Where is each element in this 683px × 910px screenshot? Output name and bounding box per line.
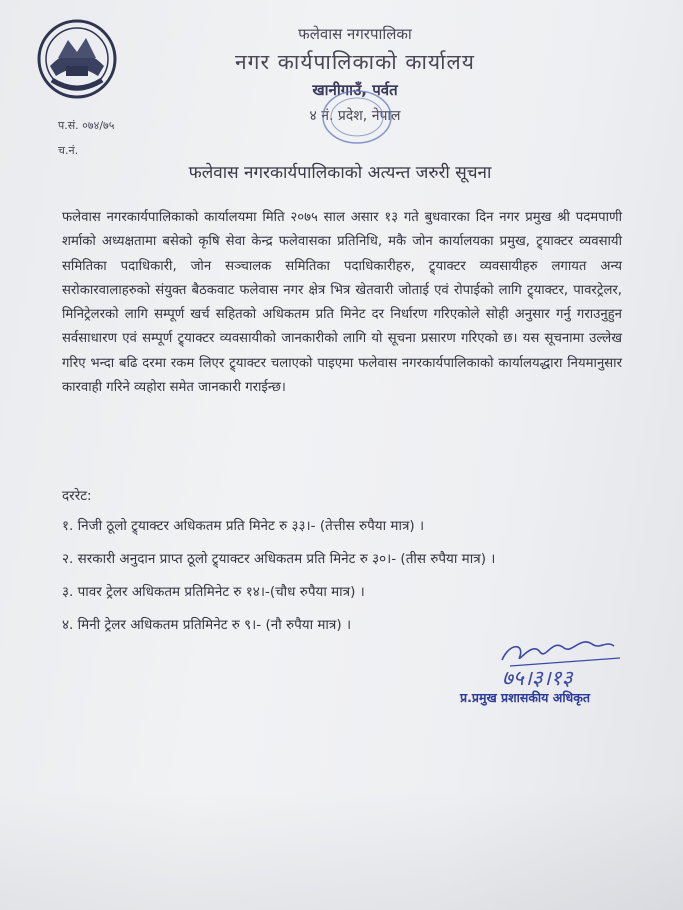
municipality-emblem (36, 18, 118, 100)
rate-item: ४. मिनी ट्रेलर अधिकतम प्रतिमिनेट रु ९।- (नौ रुपैया मात्र) । (62, 617, 352, 633)
office-province: ४ नं. प्रदेश, नेपाल (309, 108, 401, 124)
signatory-title: प्र.प्रमुख प्रशासकीय अधिकृत (460, 690, 590, 705)
municipality-name: फलेवास नगरपालिका (298, 25, 412, 43)
dispatch-number: च.नं. (58, 144, 79, 157)
notice-body: फलेवास नगरकार्यपालिकाको कार्यालयमा मिति २०७५ साल असार १३ गते बुधवारका दिन नगर प्रमुख श्री पदमपाणी शर्माको अध्यक्षतामा बसेको कृषि सेवा केन्द्र फलेवासका प्रतिनिधि, मकै जोन कार्यालयका प्रमुख, ट्र्याक्टर व्यवसायी समितिका पदाधिकारी, जोन सञ्चालक समितिका पदाधिकारीहरु, ट्र्याक्टर व्यवसायीहरु लगायत अन्य सरोकारवालाहरुको संयुक्त बैठकवाट फलेवास नगर क्षेत्र भित्र खेतवारी जोताई एवं रोपाईको लागि ट्र्याक्टर, पावरट्रेलर, मिनिट्रेलरको लागि सम्पूर्ण खर्च सहितको अधिकतम प्रति मिनेट दर निर्धारण गरिएकोले सोही अनुसार गर्नु गराउनुहुन सर्वसाधारण एवं सम्पूर्ण ट्र्याक्टर व्यवसायीको जानकारीको लागि यो सूचना प्रसारण गरिएको छ। यस सूचनामा उल्लेख गरिए भन्दा बढि दरमा रकम लिएर ट्र्याक्टर चलाएको पाइएमा फलेवास नगरकार्यपालिकाको कार्यालयद्धारा नियमानुसार कारवाही गरिने व्यहोरा समेत जानकारी गराईन्छ। (62, 210, 622, 396)
rate-item: ३. पावर ट्रेलर अधिकतम प्रतिमिनेट रु १४।-(चौध रुपैया मात्र) । (62, 584, 365, 600)
office-name: नगर कार्यपालिकाको कार्यालय (235, 50, 475, 74)
rate-item: १. निजी ठूलो ट्र्याक्टर अधिकतम प्रति मिनेट रु ३३।- (तेत्तीस रुपैया मात्र) । (62, 518, 425, 534)
photo-shadow (0, 790, 683, 910)
rates-heading: दररेट: (62, 488, 92, 504)
notice-title: फलेवास नगरकार्यपालिकाको अत्यन्त जरुरी सूचना (188, 163, 492, 183)
office-stamp (318, 86, 396, 148)
letter-number: प.सं. ०७४/७५ (58, 119, 115, 132)
signature-date: ७५।३।१३ (502, 666, 573, 690)
rate-item: २. सरकारी अनुदान प्राप्त ठूलो ट्र्याक्टर अधिकतम प्रति मिनेट रु ३०।- (तीस रुपैया मात्र) । (62, 551, 496, 567)
office-place: खानीगाउँ, पर्वत (312, 81, 398, 99)
